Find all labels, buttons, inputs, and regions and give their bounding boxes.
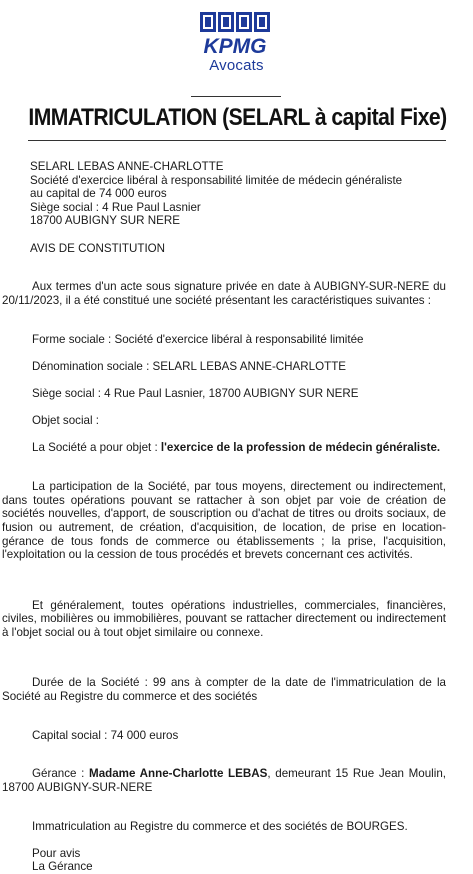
objet-social-bold: l'exercice de la profession de médecin généraliste. <box>160 441 441 455</box>
denomination-sociale: Dénomination sociale : SELARL LEBAS ANNE-CHARLOTTE <box>32 359 347 373</box>
kpmg-logo <box>0 8 473 58</box>
notice-heading: AVIS DE CONSTITUTION <box>30 241 166 255</box>
capital-social: Capital social : 74 000 euros <box>32 728 179 742</box>
objet-social-label: Objet social : <box>32 414 100 428</box>
company-name: SELARL LEBAS ANNE-CHARLOTTE <box>30 160 224 173</box>
immatriculation: Immatriculation au Registre du commerce et des sociétés de BOURGES. <box>32 819 408 833</box>
signature-block <box>0 847 473 874</box>
objet-social: La Société a pour objet : l'exercice de la profession de médecin généraliste. <box>32 441 441 455</box>
company-type-line2: au capital de 74 000 euros <box>30 187 167 201</box>
participation-paragraph: La participation de la Société, par tous moyens, directement ou indirectement, dans toutes opérations pouvant se rattacher à son objet par voie de création de sociétés nouvelles, d'apport, de souscription ou d'achat de titres ou droits sociaux, de fusion ou autrement, de création, d'acquisition, de location, de prise en location-gérance de tous fonds de commerce ou établissements ; la prise, l'acquisition, l'exploitation ou la cession de tous procédés et brevets concernant ces activités. <box>2 480 446 562</box>
gerance-paragraph: Gérance : Madame Anne-Charlotte LEBAS, demeurant 15 Rue Jean Moulin, 18700 AUBIGNY-SUR-NERE <box>2 767 447 794</box>
company-type-line1: Société d'exercice libéral à responsabilité limitée de médecin généraliste <box>30 173 403 187</box>
forme-sociale: Forme sociale : Société d'exercice libéral à responsabilité limitée <box>32 332 364 346</box>
company-header <box>0 160 473 228</box>
siege-social: Siège social : 4 Rue Paul Lasnier, 18700 AUBIGNY SUR NERE <box>32 387 359 401</box>
generalement-paragraph: Et généralement, toutes opérations industrielles, commerciales, financières, civiles, mobilières ou immobilières, pouvant se rattacher directement ou indirectement à l'objet social ou à tout objet similaire ou connexe. <box>2 598 446 639</box>
pour-avis: Pour avis <box>32 846 81 860</box>
notice-title: IMMATRICULATION (SELARL à capital Fixe) <box>28 104 447 131</box>
duree-paragraph: Durée de la Société : 99 ans à compter de la date de l'immatriculation de la Société au Registre du commerce et des sociétés <box>2 676 446 703</box>
notice-body <box>0 160 473 874</box>
gerance-name: Madame Anne-Charlotte LEBAS <box>89 767 268 781</box>
intro-paragraph: Aux termes d'un acte sous signature privée en date à AUBIGNY-SUR-NERE du 20/11/2023, il a été constitué une société présentant les caractéristiques suivantes : <box>2 280 446 307</box>
divider-short <box>191 96 281 97</box>
divider-long <box>28 140 446 141</box>
company-address-line1: Siège social : 4 Rue Paul Lasnier <box>30 200 201 214</box>
logo-brand-text: KPMG <box>203 35 266 58</box>
logo-subtitle: Avocats <box>209 57 264 74</box>
company-address-line2: 18700 AUBIGNY SUR NERE <box>30 214 180 228</box>
signature: La Gérance <box>32 860 93 874</box>
kpmg-logo-icon <box>197 8 277 58</box>
